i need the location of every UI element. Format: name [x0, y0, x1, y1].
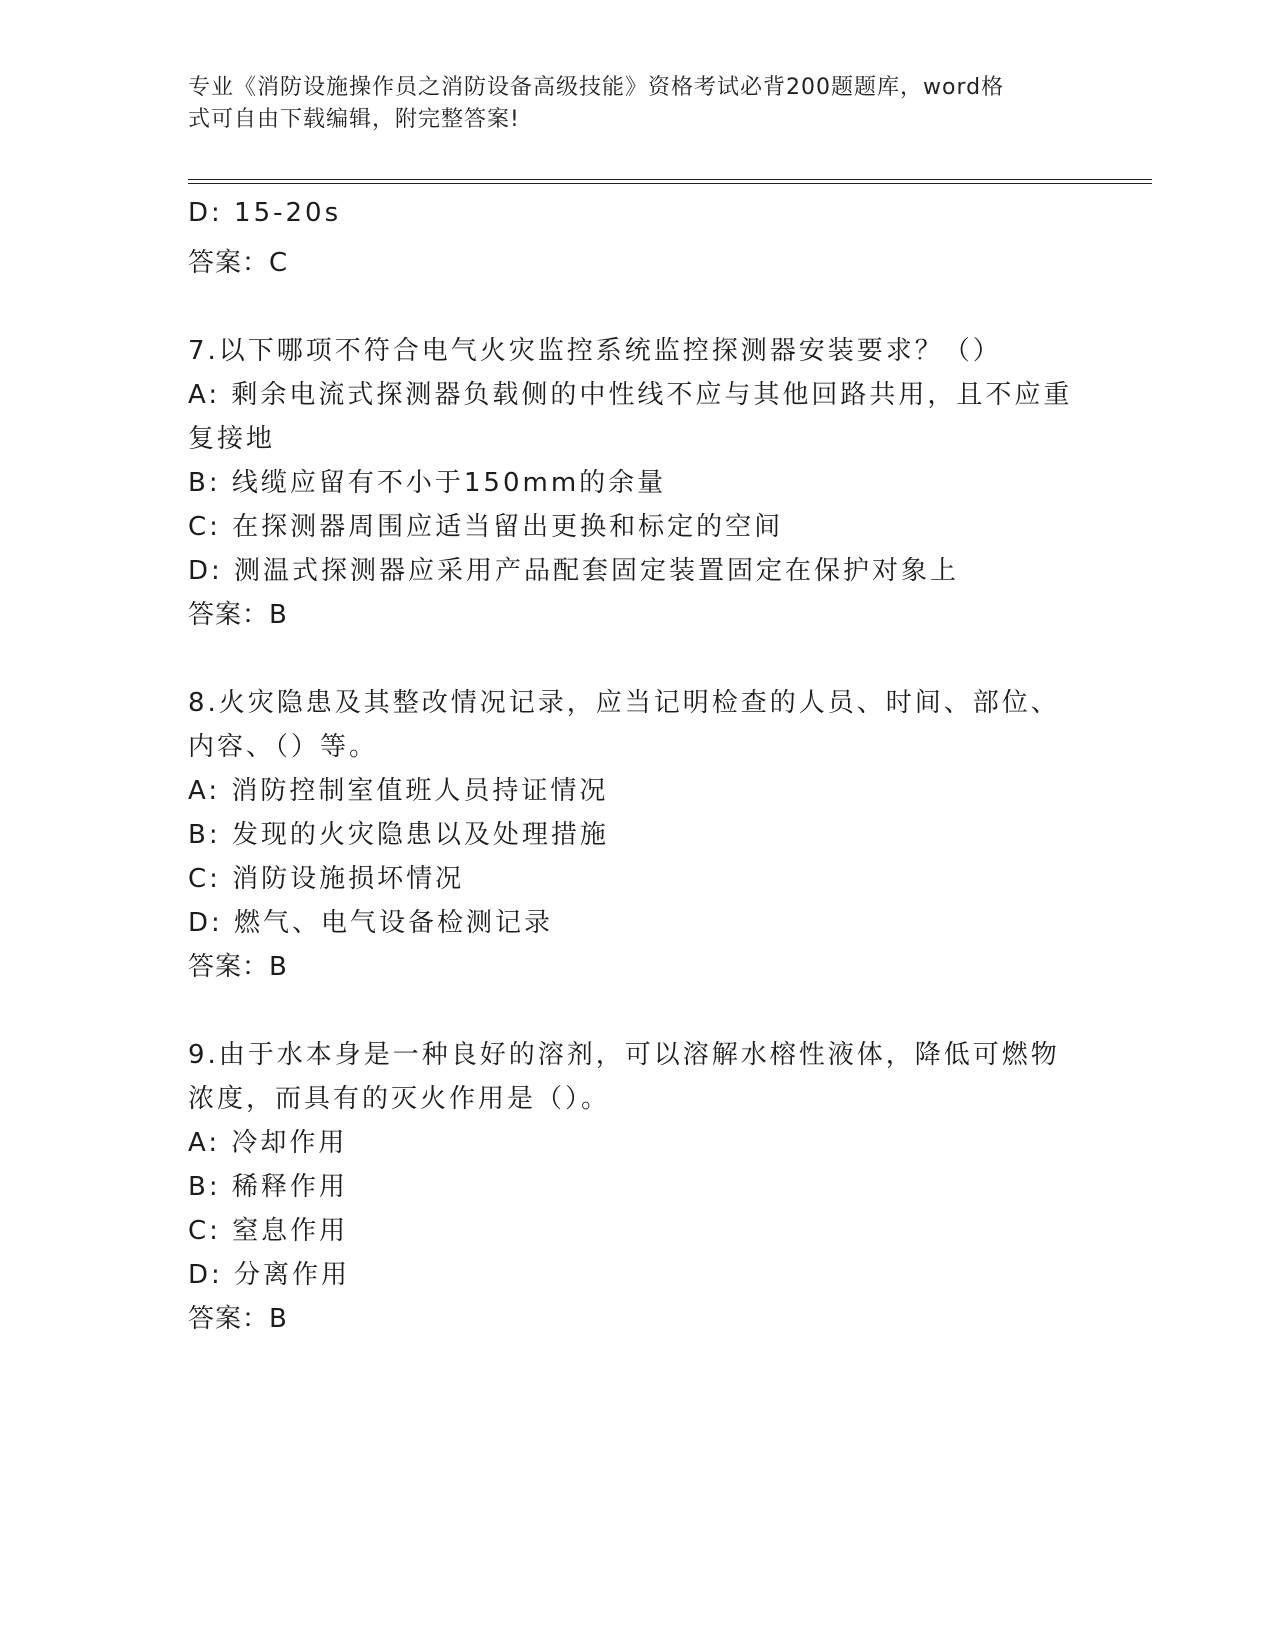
q7-option-a-line-2: 复接地: [188, 424, 276, 454]
q8-option-d: D: 燃气、电气设备检测记录: [188, 908, 554, 938]
header-divider-top: [188, 179, 1152, 180]
q7-option-a-line-1: A: 剩余电流式探测器负载侧的中性线不应与其他回路共用，且不应重: [188, 380, 1073, 410]
q8-option-a: A: 消防控制室值班人员持证情况: [188, 776, 609, 806]
q7-option-d: D: 测温式探测器应采用产品配套固定装置固定在保护对象上: [188, 556, 960, 586]
prev-option-d: D: 15-20s: [188, 198, 342, 228]
q9-stem-line-1: 9.由于水本身是一种良好的溶剂，可以溶解水榕性液体，降低可燃物: [188, 1040, 1060, 1070]
header-divider-bottom: [188, 183, 1152, 184]
prev-answer: 答案：C: [188, 248, 289, 278]
q8-stem-line-1: 8.火灾隐患及其整改情况记录，应当记明检查的人员、时间、部位、: [188, 688, 1060, 718]
document-header: [188, 72, 1088, 136]
q9-option-d: D: 分离作用: [188, 1260, 351, 1290]
q7-option-b: B: 线缆应留有不小于150mm的余量: [188, 468, 667, 498]
q9-option-c: C: 窒息作用: [188, 1216, 349, 1246]
q8-option-b: B: 发现的火灾隐患以及处理措施: [188, 820, 609, 850]
q8-answer: 答案：B: [188, 952, 288, 982]
q9-option-b: B: 稀释作用: [188, 1172, 348, 1202]
q9-option-a: A: 冷却作用: [188, 1128, 348, 1158]
q9-answer: 答案：B: [188, 1304, 288, 1334]
q8-stem-line-2: 内容、（）等。: [188, 732, 379, 762]
q7-stem: 7.以下哪项不符合电气火灾监控系统监控探测器安装要求？（）: [188, 336, 1002, 366]
header-line-2: 式可自由下载编辑，附完整答案!: [188, 107, 520, 132]
q8-option-c: C: 消防设施损坏情况: [188, 864, 465, 894]
q7-answer: 答案：B: [188, 600, 288, 630]
q9-stem-line-2: 浓度，而具有的灭火作用是（）。: [188, 1084, 611, 1114]
q7-option-c: C: 在探测器周围应适当留出更换和标定的空间: [188, 512, 784, 542]
header-line-1: 专业《消防设施操作员之消防设备高级技能》资格考试必背200题题库，word格: [188, 75, 1005, 100]
